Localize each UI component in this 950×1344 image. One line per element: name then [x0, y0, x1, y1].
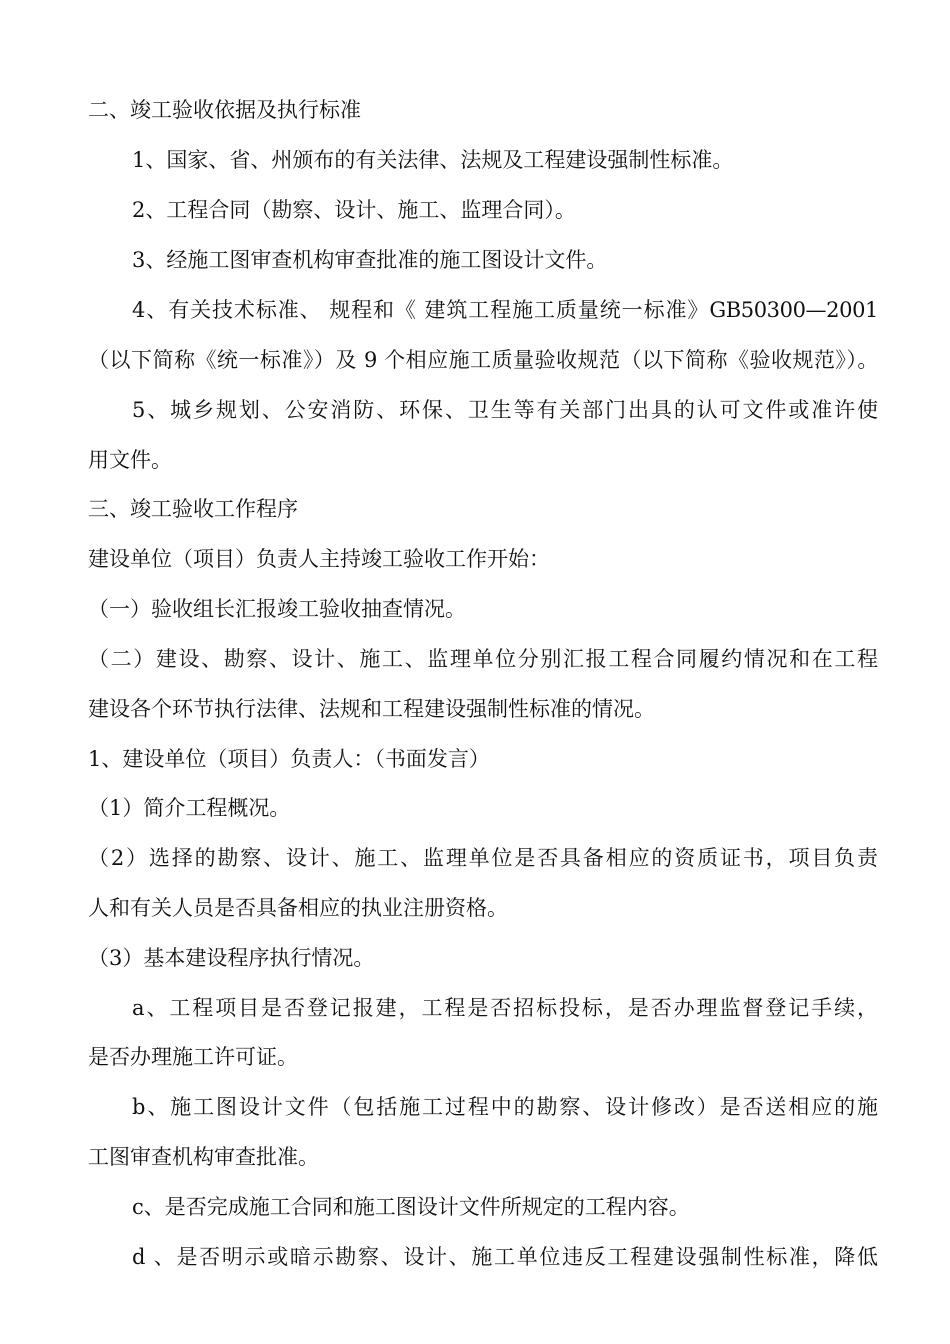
section-heading-3: 三、竣工验收工作程序: [88, 497, 298, 521]
section-heading-2: 二、竣工验收依据及执行标准: [88, 98, 361, 122]
basis-item-5-line-1: 5、城乡规划、公安消防、环保、卫生等有关部门出具的认可文件或准许使: [132, 398, 878, 422]
basis-item-4-line-1: 4、有关技术标准、 规程和《 建筑工程施工质量统一标准》GB50300—2001: [132, 298, 878, 322]
basis-item-3: 3、经施工图审查机构审查批准的施工图设计文件。: [132, 248, 608, 272]
owner-report-item-2-line-2: 人和有关人员是否具备相应的执业注册资格。: [88, 896, 508, 920]
sub-item-b-line-1: b、施工图设计文件（包括施工过程中的勘察、设计修改）是否送相应的施: [132, 1095, 878, 1119]
owner-report-item-2-line-1: （2）选择的勘察、设计、施工、监理单位是否具备相应的资质证书，项目负责: [88, 846, 878, 870]
basis-item-1: 1、国家、省、州颁布的有关法律、法规及工程建设强制性标准。: [132, 148, 734, 172]
basis-item-2: 2、工程合同（勘察、设计、施工、监理合同）。: [132, 198, 576, 222]
procedure-step-2-line-1: （二）建设、勘察、设计、施工、监理单位分别汇报工程合同履约情况和在工程: [88, 647, 878, 671]
sub-item-c: c、是否完成施工合同和施工图设计文件所规定的工程内容。: [132, 1195, 690, 1219]
owner-report-heading: 1、建设单位（项目）负责人：（书面发言）: [88, 747, 490, 771]
procedure-step-1: （一）验收组长汇报竣工验收抽查情况。: [88, 597, 466, 621]
owner-report-item-1: （1）简介工程概况。: [88, 796, 291, 820]
sub-item-a-line-2: 是否办理施工许可证。: [88, 1045, 298, 1069]
sub-item-d-line-1: d 、是否明示或暗示勘察、设计、施工单位违反工程建设强制性标准，降低: [132, 1245, 878, 1269]
basis-item-4-line-2: （以下简称《统一标准》）及 9 个相应施工质量验收规范（以下简称《验收规范》）。: [88, 348, 878, 372]
sub-item-b-line-2: 工图审查机构审查批准。: [88, 1145, 319, 1169]
owner-report-item-3: （3）基本建设程序执行情况。: [88, 946, 375, 970]
sub-item-a-line-1: a、工程项目是否登记报建，工程是否招标投标，是否办理监督登记手续，: [132, 996, 878, 1020]
procedure-step-2-line-2: 建设各个环节执行法律、法规和工程建设强制性标准的情况。: [88, 697, 655, 721]
basis-item-5-line-2: 用文件。: [88, 448, 172, 472]
procedure-intro: 建设单位（项目）负责人主持竣工验收工作开始：: [88, 547, 550, 571]
